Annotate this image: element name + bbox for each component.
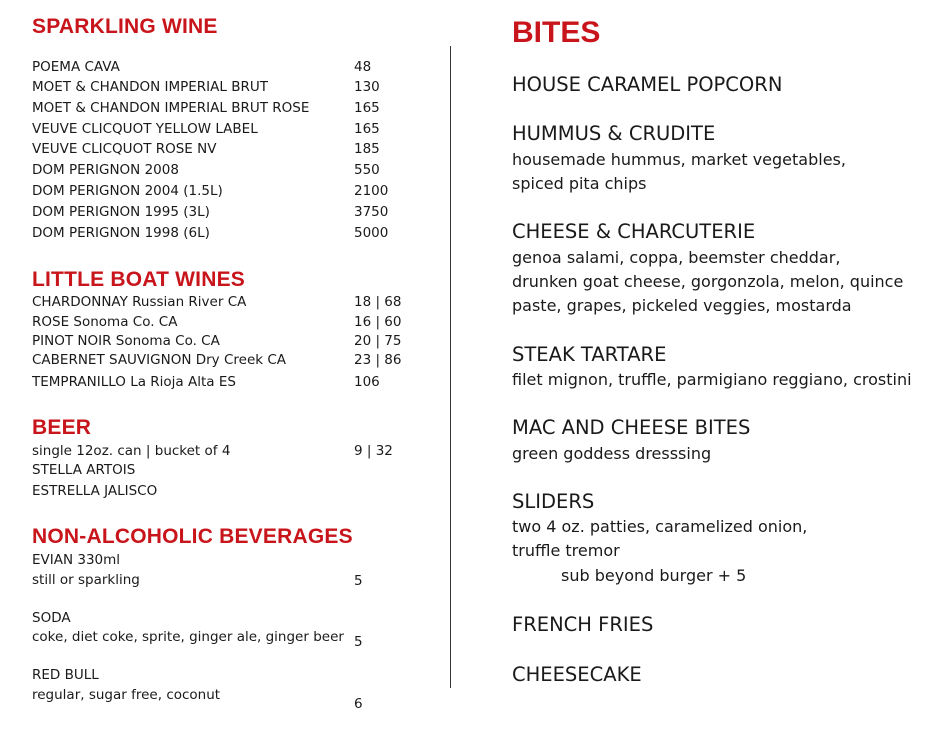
bite-sub-option: sub beyond burger + 5	[561, 566, 747, 585]
bite-name: MAC AND CHEESE BITES	[512, 416, 751, 439]
item-desc: coke, diet coke, sprite, ginger ale, ginger beer	[32, 629, 344, 645]
list-item	[32, 141, 380, 157]
bite-desc: spiced pita chips	[512, 174, 647, 193]
list-item	[32, 121, 380, 137]
item-price: 165	[354, 100, 380, 116]
item-region: La Rioja Alta ES	[130, 374, 236, 390]
list-item	[32, 183, 389, 199]
sparkling-wine-heading: SPARKLING WINE	[32, 15, 218, 38]
item-price: 5	[354, 573, 363, 589]
bite-name: HOUSE CARAMEL POPCORN	[512, 73, 783, 96]
item-name: DOM PERIGNON 1998 (6L)	[32, 225, 210, 241]
beer-price: 9 | 32	[354, 443, 393, 459]
item-name: DOM PERIGNON 2008	[32, 162, 179, 178]
list-item	[32, 374, 380, 390]
bite-name: HUMMUS & CRUDITE	[512, 122, 716, 145]
bite-name: CHEESE & CHARCUTERIE	[512, 220, 756, 243]
item-name: ESTRELLA JALISCO	[32, 483, 158, 499]
item-desc: regular, sugar free, coconut	[32, 687, 221, 703]
item-price: 6	[354, 696, 363, 712]
bite-name: FRENCH FRIES	[512, 613, 654, 636]
item-price: 106	[354, 374, 380, 390]
list-item	[32, 100, 380, 116]
bites-heading: BITES	[512, 16, 601, 49]
list-item	[32, 314, 402, 330]
bite-desc: genoa salami, coppa, beemster cheddar,	[512, 248, 841, 267]
item-price: 18 | 68	[354, 294, 402, 310]
item-price: 5	[354, 634, 363, 650]
item-price: 130	[354, 79, 380, 95]
item-region: Sonoma Co. CA	[73, 314, 178, 330]
list-item	[32, 225, 389, 241]
item-name: CABERNET SAUVIGNON	[32, 352, 192, 368]
list-item	[32, 294, 402, 310]
item-name: MOET & CHANDON IMPERIAL BRUT ROSE	[32, 100, 310, 116]
bite-desc: drunken goat cheese, gorgonzola, melon, quince	[512, 272, 904, 291]
list-item	[32, 352, 402, 368]
list-item	[32, 59, 372, 75]
item-price: 48	[354, 59, 372, 75]
item-price: 16 | 60	[354, 314, 402, 330]
beer-note-text: single 12oz. can | bucket of 4	[32, 443, 231, 459]
bite-desc: filet mignon, truffle, parmigiano reggiano, crostini	[512, 370, 912, 389]
item-desc: still or sparkling	[32, 572, 140, 588]
bite-desc: green goddess dresssing	[512, 444, 712, 463]
bite-name: STEAK TARTARE	[512, 343, 667, 366]
item-price: 23 | 86	[354, 352, 402, 368]
item-name: TEMPRANILLO	[32, 374, 126, 390]
item-region: Russian River CA	[132, 294, 247, 310]
list-item	[32, 333, 402, 349]
item-name: DOM PERIGNON 2004 (1.5L)	[32, 183, 223, 199]
item-price: 3750	[354, 204, 389, 220]
item-name: CHARDONNAY	[32, 294, 128, 310]
item-region: Dry Creek CA	[195, 352, 287, 368]
bite-desc: truffle tremor	[512, 541, 620, 560]
list-item	[32, 79, 380, 95]
list-item	[32, 462, 135, 478]
list-item	[32, 204, 389, 220]
item-price: 185	[354, 141, 380, 157]
item-name: EVIAN 330ml	[32, 552, 121, 568]
bite-desc: paste, grapes, pickeled veggies, mostarda	[512, 296, 852, 315]
item-name: VEUVE CLICQUOT YELLOW LABEL	[32, 121, 258, 137]
column-divider	[450, 46, 451, 688]
item-name: ROSE	[32, 314, 70, 330]
item-price: 165	[354, 121, 380, 137]
item-name: POEMA CAVA	[32, 59, 120, 75]
bite-desc: housemade hummus, market vegetables,	[512, 150, 846, 169]
item-price: 20 | 75	[354, 333, 402, 349]
beer-heading: BEER	[32, 416, 92, 439]
beer-note	[32, 443, 393, 459]
bite-name: CHEESECAKE	[512, 663, 642, 686]
item-name: MOET & CHANDON IMPERIAL BRUT	[32, 79, 268, 95]
item-name: VEUVE CLICQUOT ROSE NV	[32, 141, 217, 157]
little-boat-wines-heading: LITTLE BOAT WINES	[32, 268, 245, 291]
item-name: DOM PERIGNON 1995 (3L)	[32, 204, 210, 220]
bite-name: SLIDERS	[512, 490, 595, 513]
item-name: PINOT NOIR	[32, 333, 112, 349]
list-item	[32, 483, 157, 499]
item-name: SODA	[32, 610, 71, 626]
bite-desc: two 4 oz. patties, caramelized onion,	[512, 517, 808, 536]
item-region: Sonoma Co. CA	[115, 333, 220, 349]
item-price: 550	[354, 162, 380, 178]
item-name: STELLA ARTOIS	[32, 462, 136, 478]
item-name: RED BULL	[32, 667, 99, 683]
item-price: 2100	[354, 183, 389, 199]
list-item	[32, 162, 380, 178]
item-price: 5000	[354, 225, 389, 241]
non-alcoholic-heading: NON-ALCOHOLIC BEVERAGES	[32, 525, 353, 548]
